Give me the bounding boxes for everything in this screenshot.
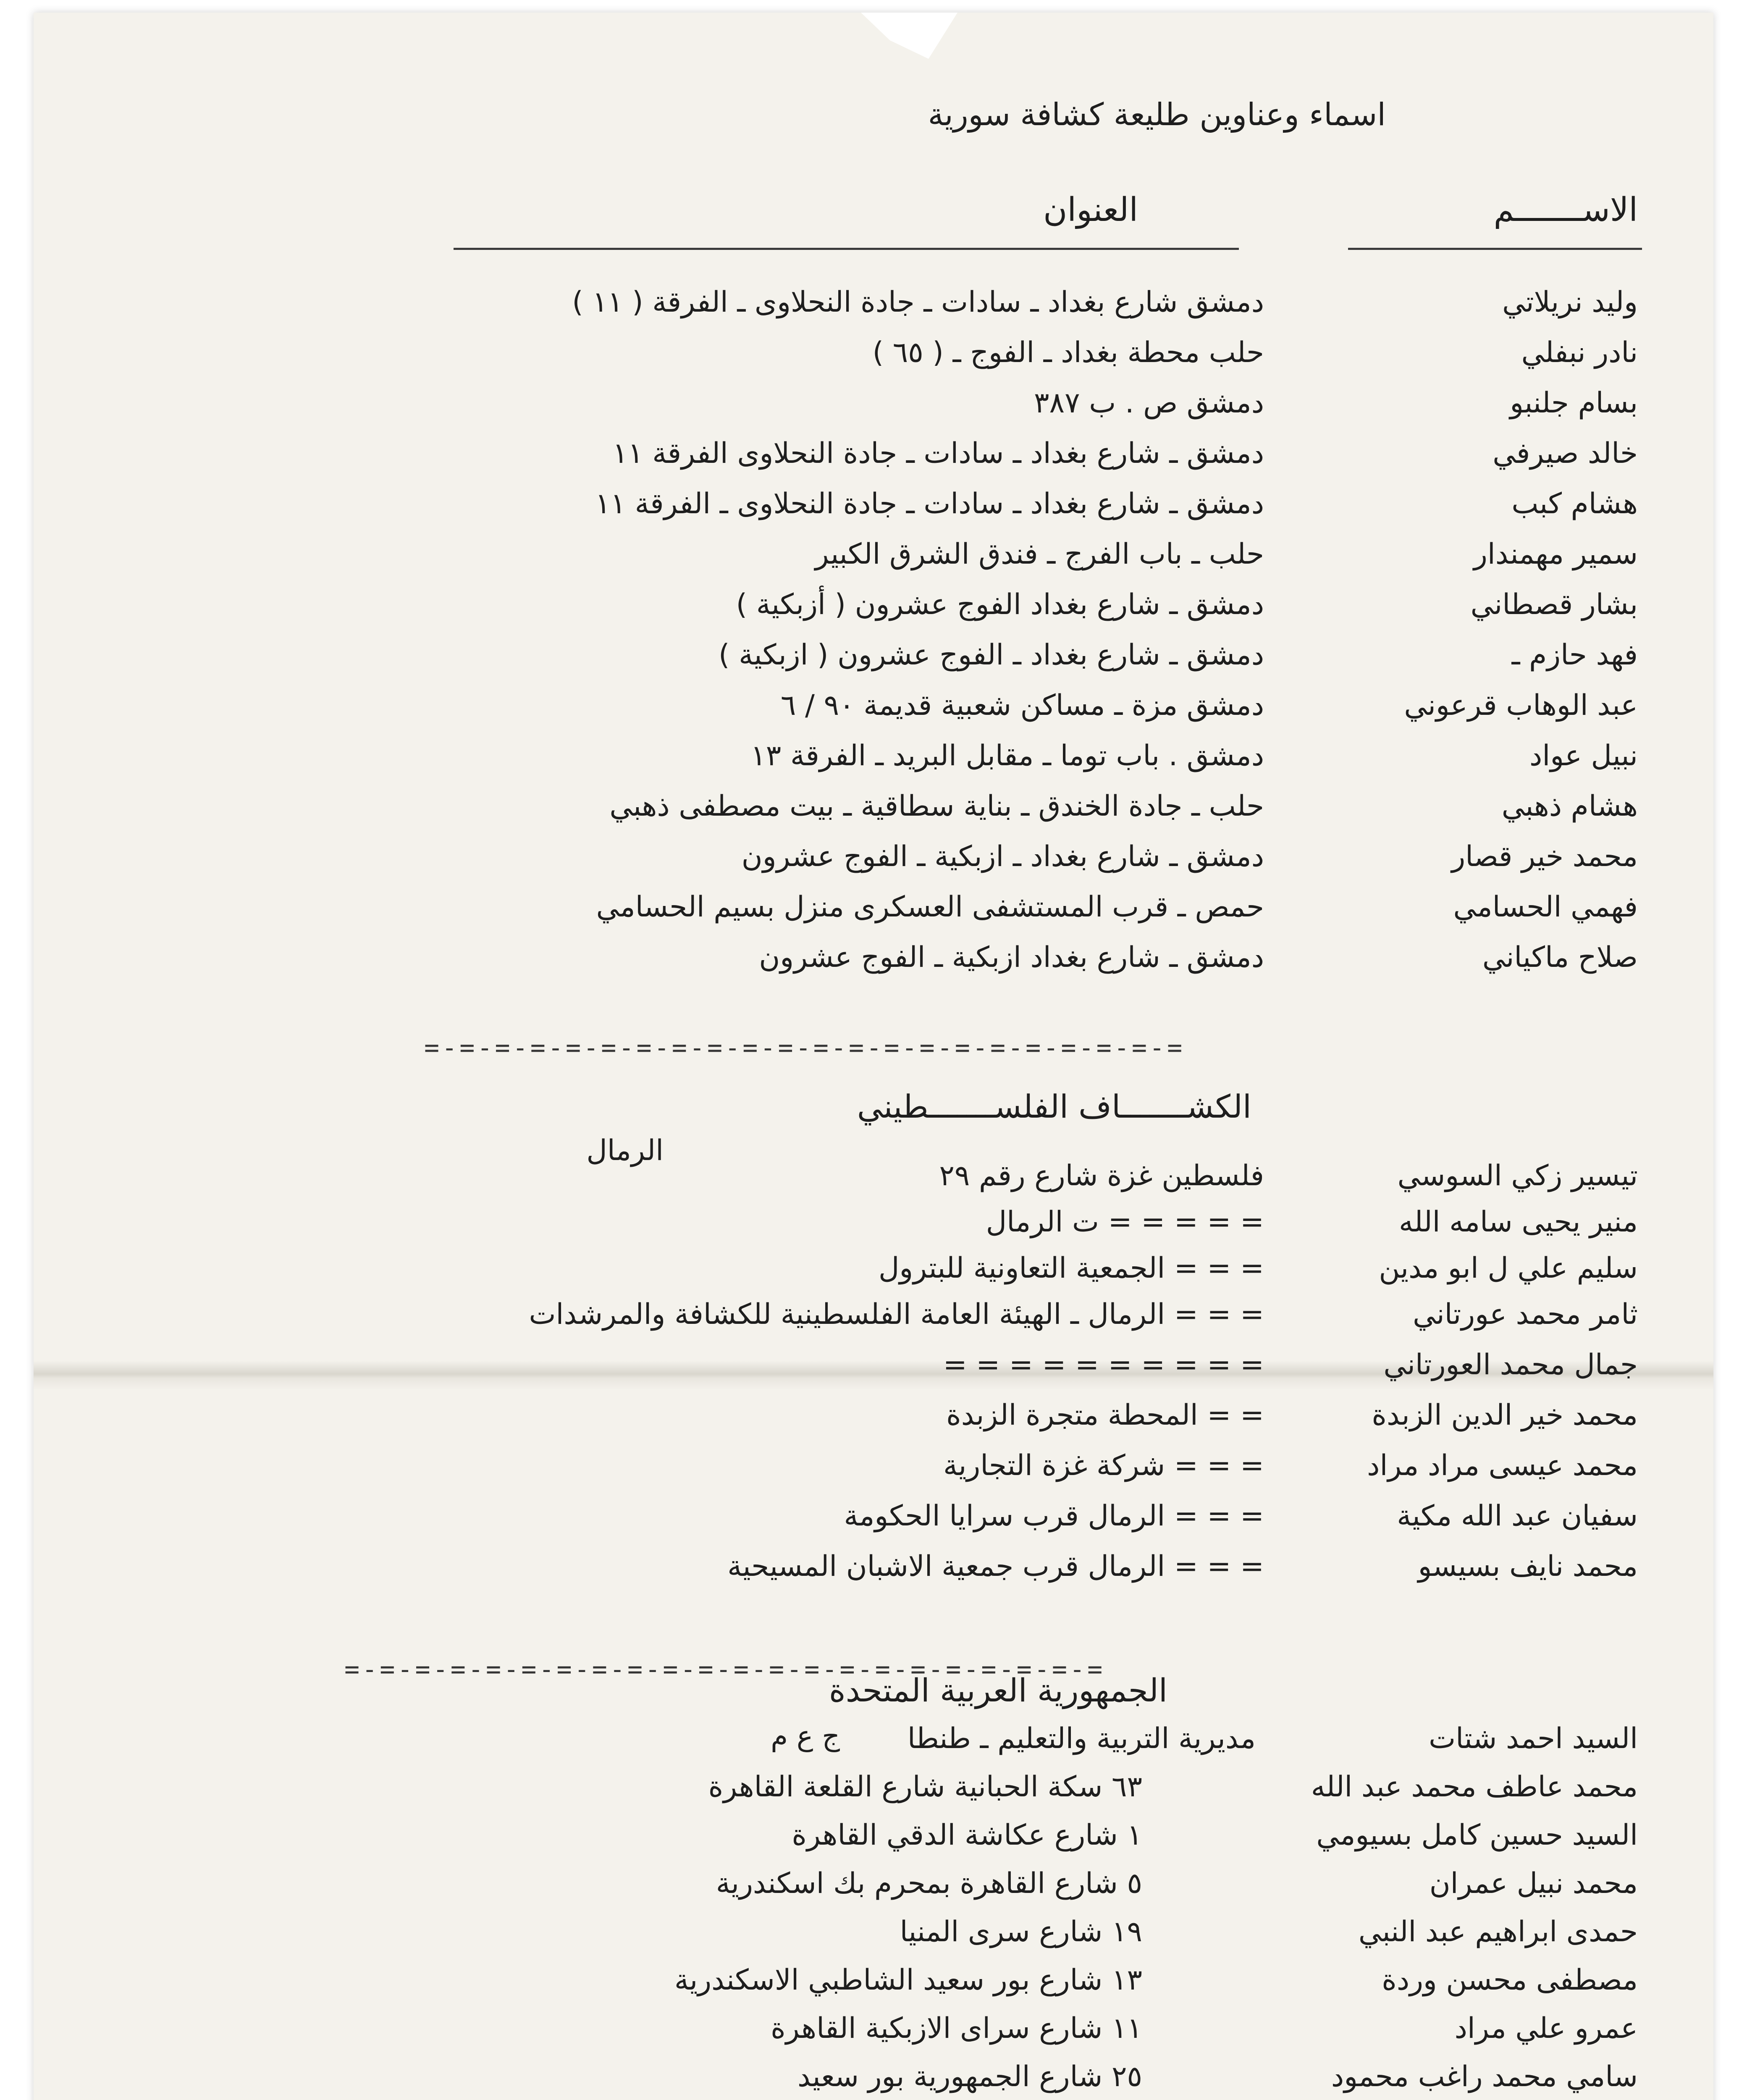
uar-abbreviation: ج ع م: [771, 1720, 840, 1752]
entry-name: نبيل عواد: [1529, 739, 1638, 772]
list-item: [0, 1298, 1747, 1348]
entry-name: محمد نايف بسيسو: [1418, 1550, 1638, 1583]
entry-address: دمشق . باب توما ـ مقابل البريد ـ الفرقة ١٣: [750, 739, 1264, 772]
entry-name: فهمي الحسامي: [1453, 890, 1638, 924]
list-item: [0, 840, 1747, 890]
list-item: [0, 2012, 1747, 2062]
entry-name: حمدى ابراهيم عبد النبي: [1358, 1915, 1638, 1948]
list-item: [0, 1449, 1747, 1499]
entry-name: منير يحيى سامه الله: [1398, 1205, 1638, 1239]
entry-address: = = = الرمال قرب سرايا الحكومة: [844, 1499, 1264, 1533]
uar-section-title: الجمهورية العربية المتحدة: [829, 1672, 1167, 1709]
list-item: [0, 437, 1747, 487]
column-header-address: العنوان: [1043, 191, 1138, 229]
list-item: [0, 739, 1747, 790]
entry-name: محمد عاطف محمد عبد الله: [1311, 1770, 1638, 1803]
entry-address: دمشق ـ شارع بغداد ـ سادات ـ جادة النحلاوى ـ الفرقة ١١: [595, 487, 1264, 520]
entry-address: فلسطين غزة شارع رقم ٢٩: [939, 1159, 1264, 1192]
entry-name: عبد الوهاب قرعوني: [1404, 689, 1638, 722]
document-title: اسماء وعناوين طليعة كشافة سورية: [928, 97, 1386, 133]
entry-address: دمشق مزة ـ مساكن شعبية قديمة ٩٠ / ٦: [780, 689, 1264, 722]
entry-address: = = المحطة متجرة الزبدة: [946, 1399, 1264, 1432]
entry-name: تيسير زكي السوسي: [1397, 1159, 1638, 1192]
list-item: [0, 638, 1747, 689]
list-item: [0, 890, 1747, 941]
list-item: [0, 1252, 1747, 1302]
entry-address: حمص ـ قرب المستشفى العسكرى منزل بسيم الحسامي: [596, 890, 1264, 924]
entry-name: فهد حازم ـ: [1511, 638, 1638, 672]
entry-address: حلب ـ باب الفرج ـ فندق الشرق الكبير: [815, 538, 1264, 571]
entry-name: ثامر محمد عورتاني: [1413, 1298, 1638, 1331]
list-item: [0, 1770, 1747, 1821]
entry-name: هشام كبب: [1511, 487, 1638, 520]
list-item: [0, 336, 1747, 386]
list-item: [0, 487, 1747, 538]
palestine-subheading: الرمال: [586, 1134, 664, 1167]
list-item: [0, 1399, 1747, 1449]
entry-name: بسام جلنبو: [1510, 386, 1638, 420]
header-address-underline: [454, 248, 1239, 250]
entry-address: دمشق ـ شارع بغداد ـ الفوج عشرون ( ازبكية ): [719, 638, 1264, 672]
entry-name: مصطفى محسن وردة: [1382, 1964, 1638, 1997]
entry-name: جمال محمد العورتاني: [1383, 1348, 1638, 1381]
list-item: [0, 1159, 1747, 1210]
section-separator: =-=-=-=-=-=-=-=-=-=-=-=-=-=-=-=-=-=-=-=-=-=: [424, 1033, 1185, 1063]
entry-name: السيد احمد شتات: [1429, 1722, 1638, 1755]
list-item: [0, 790, 1747, 840]
entry-address: ٥ شارع القاهرة بمحرم بك اسكندرية: [716, 1867, 1142, 1900]
list-item: [0, 286, 1747, 336]
list-item: [0, 1550, 1747, 1600]
entry-address: دمشق شارع بغداد ـ سادات ـ جادة النحلاوى ـ الفرقة ( ١١ ): [572, 286, 1264, 319]
entry-address: ١٣ شارع بور سعيد الشاطبي الاسكندرية: [674, 1964, 1142, 1997]
entry-address: = = = = = = = = = =: [943, 1348, 1264, 1381]
entry-name: عمرو علي مراد: [1454, 2012, 1638, 2045]
entry-address: حلب ـ جادة الخندق ـ بناية سطاقية ـ بيت مصطفى ذهبي: [609, 790, 1264, 823]
entry-name: خالد صيرفي: [1493, 437, 1638, 470]
list-item: [0, 941, 1747, 991]
list-item: [0, 1867, 1747, 1917]
entry-address: ١٩ شارع سرى المنيا: [900, 1915, 1142, 1948]
entry-address: = = = = = ت الرمال: [986, 1205, 1264, 1239]
list-item: [0, 1722, 1747, 1772]
entry-address: دمشق ـ شارع بغداد ـ ازبكية ـ الفوج عشرون: [741, 840, 1264, 873]
entry-name: سامي محمد راغب محمود: [1331, 2060, 1638, 2093]
entry-address: ٦٣ سكة الحبانية شارع القلعة القاهرة: [708, 1770, 1142, 1803]
list-item: [0, 689, 1747, 739]
entry-address: ١ شارع عكاشة الدقي القاهرة: [792, 1819, 1142, 1852]
list-item: [0, 1819, 1747, 1869]
list-item: [0, 386, 1747, 437]
entry-address: = = = الرمال ـ الهيئة العامة الفلسطينية للكشافة والمرشدات: [529, 1298, 1264, 1331]
palestine-section-title: الكشـــــــاف الفلســـــــطيني: [857, 1088, 1251, 1125]
entry-address: = = = الرمال قرب جمعية الاشبان المسيحية: [727, 1550, 1264, 1583]
list-item: [0, 1205, 1747, 1256]
list-item: [0, 2060, 1747, 2100]
entry-address: ٢٥ شارع الجمهورية بور سعيد: [797, 2060, 1142, 2093]
entry-name: محمد نبيل عمران: [1429, 1867, 1638, 1900]
entry-name: هشام ذهبي: [1501, 790, 1638, 823]
entry-name: محمد خير قصار: [1451, 840, 1638, 873]
list-item: [0, 1499, 1747, 1550]
header-name-underline: [1348, 248, 1642, 250]
column-header-name: الاســـــــم: [1493, 191, 1638, 229]
entry-address: دمشق ـ شارع بغداد ـ سادات ـ جادة النحلاوى الفرقة ١١: [612, 437, 1264, 470]
entry-address: حلب محطة بغداد ـ الفوج ـ ( ٦٥ ): [872, 336, 1264, 369]
entry-address: دمشق ص . ب ٣٨٧: [1034, 386, 1264, 420]
entry-name: سليم علي ل ابو مدين: [1379, 1252, 1638, 1285]
entry-name: سفيان عبد الله مكية: [1397, 1499, 1638, 1533]
entry-name: محمد خير الدين الزبدة: [1372, 1399, 1638, 1432]
list-item: [0, 1348, 1747, 1399]
entry-name: بشار قصطاني: [1470, 588, 1638, 621]
entry-name: وليد نريلاتي: [1502, 286, 1638, 319]
list-item: [0, 538, 1747, 588]
entry-address: دمشق ـ شارع بغداد الفوج عشرون ( أزبكية ): [736, 588, 1264, 621]
entry-address: = = = شركة غزة التجارية: [943, 1449, 1264, 1482]
entry-name: محمد عيسى مراد مراد: [1367, 1449, 1638, 1482]
list-item: [0, 1964, 1747, 2014]
entry-address: = = = الجمعية التعاونية للبترول: [878, 1252, 1264, 1285]
entry-name: نادر نبفلي: [1521, 336, 1638, 369]
section-separator: =-=-=-=-=-=-=-=-=-=-=-=-=-=-=-=-=-=-=-=-=-=: [344, 1655, 1105, 1684]
list-item: [0, 588, 1747, 638]
entry-address: دمشق ـ شارع بغداد ازبكية ـ الفوج عشرون: [759, 941, 1264, 974]
list-item: [0, 1915, 1747, 1966]
entry-name: السيد حسين كامل بسيومي: [1316, 1819, 1638, 1852]
entry-name: سمير مهمندار: [1474, 538, 1638, 571]
entry-address: مديرية التربية والتعليم ـ طنطا: [907, 1722, 1256, 1755]
entry-address: ١١ شارع سراى الازبكية القاهرة: [771, 2012, 1142, 2045]
entry-name: صلاح ماكياني: [1482, 941, 1638, 974]
